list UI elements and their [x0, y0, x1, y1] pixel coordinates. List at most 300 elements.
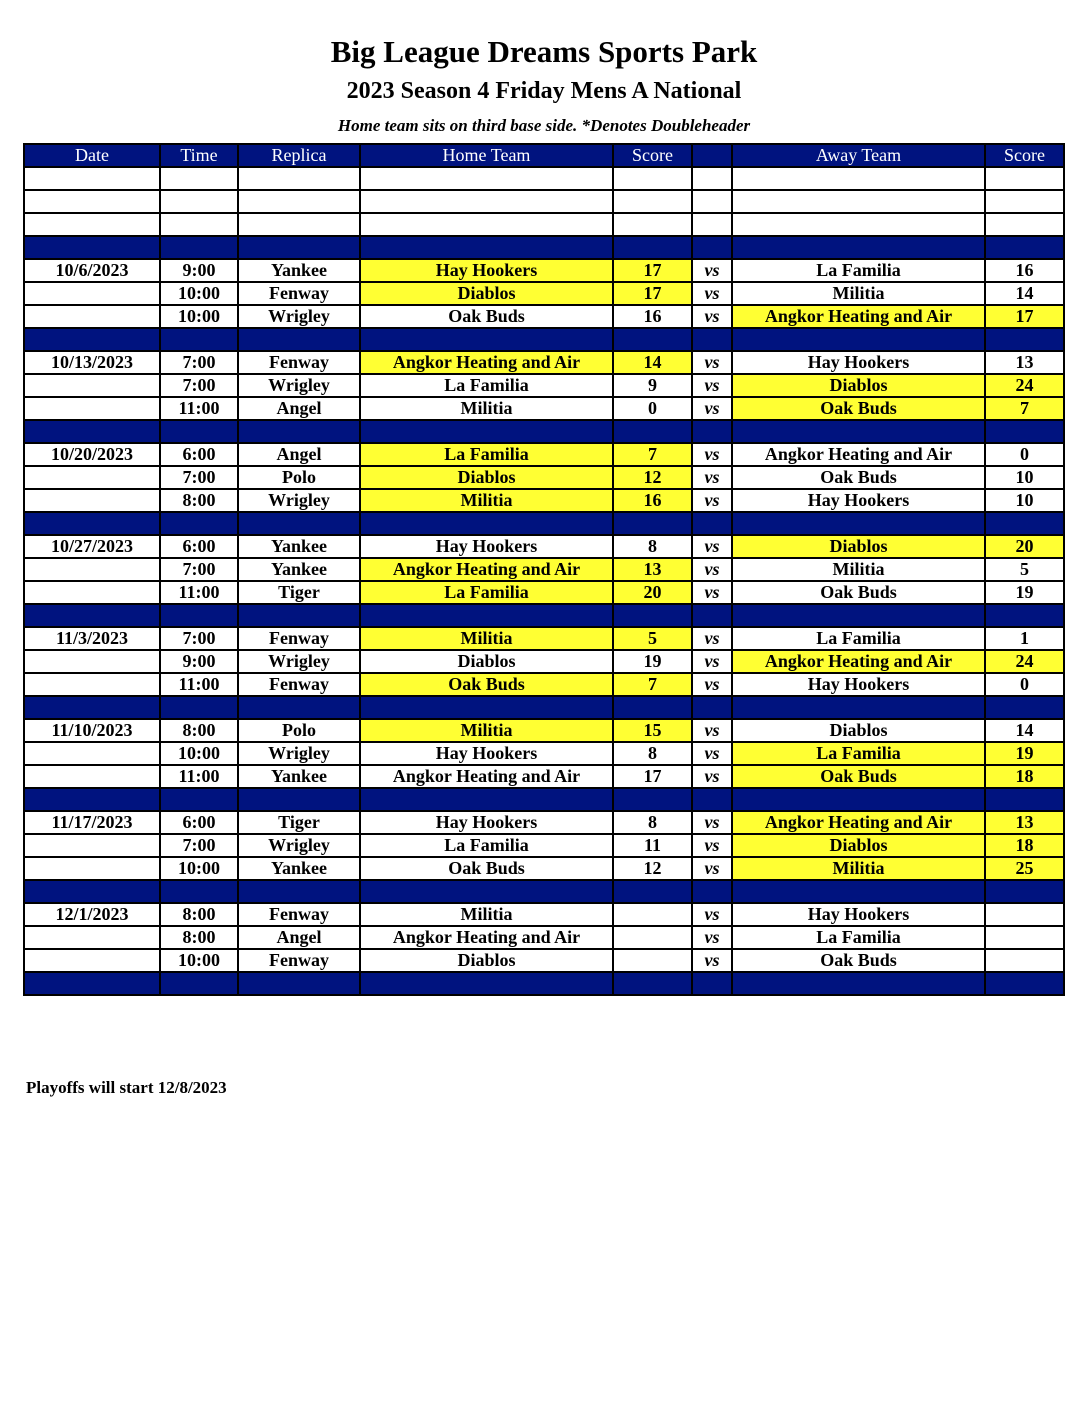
- game-row: [24, 903, 1064, 926]
- cell-home-team: Militia: [360, 903, 613, 926]
- season-subtitle: 2023 Season 4 Friday Mens A National: [346, 78, 742, 104]
- cell-date: [24, 880, 160, 903]
- cell-home-team: [360, 696, 613, 719]
- cell-replica: Angel: [238, 926, 360, 949]
- cell-vs: vs: [692, 742, 732, 765]
- cell-replica: Yankee: [238, 259, 360, 282]
- cell-away-team: [732, 420, 985, 443]
- cell-home-score: [613, 167, 692, 190]
- separator-row: [24, 696, 1064, 719]
- cell-home-score: 8: [613, 535, 692, 558]
- cell-home-score: [613, 420, 692, 443]
- cell-vs: vs: [692, 443, 732, 466]
- cell-away-team: Diablos: [732, 719, 985, 742]
- cell-vs: vs: [692, 374, 732, 397]
- cell-away-team: [732, 328, 985, 351]
- game-row: [24, 650, 1064, 673]
- cell-home-team: Diablos: [360, 650, 613, 673]
- cell-date: [24, 650, 160, 673]
- cell-away-team: [732, 236, 985, 259]
- cell-away-team: La Familia: [732, 742, 985, 765]
- cell-vs: vs: [692, 673, 732, 696]
- blank-row: [24, 167, 1064, 190]
- cell-home-score: 11: [613, 834, 692, 857]
- cell-replica: [238, 880, 360, 903]
- blank-row: [24, 213, 1064, 236]
- game-row: [24, 535, 1064, 558]
- cell-away-score: 18: [985, 834, 1064, 857]
- cell-home-score: 7: [613, 443, 692, 466]
- col-header-time: Time: [160, 144, 238, 167]
- cell-vs: [692, 880, 732, 903]
- cell-date: 11/3/2023: [24, 627, 160, 650]
- cell-date: 10/27/2023: [24, 535, 160, 558]
- cell-home-team: La Familia: [360, 581, 613, 604]
- cell-away-team: Hay Hookers: [732, 351, 985, 374]
- cell-date: [24, 857, 160, 880]
- cell-vs: vs: [692, 926, 732, 949]
- cell-away-team: Angkor Heating and Air: [732, 811, 985, 834]
- cell-home-team: Militia: [360, 397, 613, 420]
- cell-time: 7:00: [160, 466, 238, 489]
- game-row: [24, 627, 1064, 650]
- cell-date: [24, 328, 160, 351]
- cell-home-score: 5: [613, 627, 692, 650]
- cell-away-score: [985, 236, 1064, 259]
- cell-vs: vs: [692, 650, 732, 673]
- game-row: [24, 305, 1064, 328]
- game-row: [24, 834, 1064, 857]
- page-title: Big League Dreams Sports Park: [330, 34, 758, 69]
- cell-away-score: 10: [985, 466, 1064, 489]
- cell-vs: vs: [692, 489, 732, 512]
- cell-away-team: Oak Buds: [732, 765, 985, 788]
- cell-home-score: 12: [613, 466, 692, 489]
- cell-away-team: Angkor Heating and Air: [732, 305, 985, 328]
- cell-home-score: [613, 880, 692, 903]
- col-header-vs: [692, 144, 732, 167]
- cell-replica: Tiger: [238, 581, 360, 604]
- game-row: [24, 765, 1064, 788]
- game-row: [24, 489, 1064, 512]
- cell-home-score: [613, 236, 692, 259]
- separator-row: [24, 236, 1064, 259]
- cell-away-score: [985, 880, 1064, 903]
- cell-away-team: Angkor Heating and Air: [732, 443, 985, 466]
- cell-vs: vs: [692, 627, 732, 650]
- playoffs-note: Playoffs will start 12/8/2023: [26, 1078, 227, 1097]
- cell-home-team: Angkor Heating and Air: [360, 351, 613, 374]
- game-row: [24, 397, 1064, 420]
- cell-away-score: [985, 213, 1064, 236]
- cell-home-team: [360, 420, 613, 443]
- game-row: [24, 719, 1064, 742]
- cell-away-team: [732, 604, 985, 627]
- cell-away-score: 19: [985, 581, 1064, 604]
- cell-home-team: Diablos: [360, 466, 613, 489]
- cell-vs: [692, 512, 732, 535]
- cell-home-team: La Familia: [360, 834, 613, 857]
- col-header-away-score: Score: [985, 144, 1064, 167]
- cell-date: [24, 788, 160, 811]
- cell-time: [160, 190, 238, 213]
- cell-date: [24, 420, 160, 443]
- cell-time: [160, 328, 238, 351]
- cell-away-score: 25: [985, 857, 1064, 880]
- cell-home-team: [360, 512, 613, 535]
- cell-replica: [238, 213, 360, 236]
- cell-time: 7:00: [160, 558, 238, 581]
- cell-away-score: 19: [985, 742, 1064, 765]
- cell-away-score: 0: [985, 443, 1064, 466]
- cell-vs: vs: [692, 282, 732, 305]
- cell-home-team: Militia: [360, 489, 613, 512]
- cell-home-team: Hay Hookers: [360, 742, 613, 765]
- separator-row: [24, 880, 1064, 903]
- cell-vs: [692, 604, 732, 627]
- cell-away-team: [732, 972, 985, 995]
- cell-home-score: 13: [613, 558, 692, 581]
- cell-replica: Wrigley: [238, 834, 360, 857]
- cell-home-score: 16: [613, 305, 692, 328]
- game-row: [24, 926, 1064, 949]
- cell-home-score: [613, 926, 692, 949]
- cell-home-score: 8: [613, 742, 692, 765]
- cell-home-team: [360, 788, 613, 811]
- blank-row: [24, 190, 1064, 213]
- cell-away-score: [985, 167, 1064, 190]
- cell-home-score: 14: [613, 351, 692, 374]
- cell-home-team: [360, 213, 613, 236]
- cell-away-score: [985, 328, 1064, 351]
- col-header-replica: Replica: [238, 144, 360, 167]
- cell-replica: Fenway: [238, 282, 360, 305]
- cell-replica: Polo: [238, 719, 360, 742]
- game-row: [24, 466, 1064, 489]
- cell-home-score: 9: [613, 374, 692, 397]
- game-row: [24, 282, 1064, 305]
- cell-away-team: [732, 190, 985, 213]
- cell-vs: vs: [692, 581, 732, 604]
- cell-date: [24, 972, 160, 995]
- cell-time: 10:00: [160, 857, 238, 880]
- cell-time: 8:00: [160, 489, 238, 512]
- game-row: [24, 581, 1064, 604]
- separator-row: [24, 512, 1064, 535]
- cell-date: 10/13/2023: [24, 351, 160, 374]
- cell-home-score: [613, 328, 692, 351]
- cell-vs: vs: [692, 765, 732, 788]
- cell-vs: vs: [692, 305, 732, 328]
- cell-home-team: Angkor Heating and Air: [360, 558, 613, 581]
- cell-home-team: Hay Hookers: [360, 535, 613, 558]
- cell-away-score: 10: [985, 489, 1064, 512]
- separator-row: [24, 788, 1064, 811]
- cell-home-score: [613, 604, 692, 627]
- separator-row: [24, 420, 1064, 443]
- cell-away-score: [985, 604, 1064, 627]
- separator-row: [24, 604, 1064, 627]
- cell-replica: Wrigley: [238, 742, 360, 765]
- cell-home-score: 16: [613, 489, 692, 512]
- cell-home-score: [613, 949, 692, 972]
- cell-away-team: Militia: [732, 282, 985, 305]
- cell-away-score: [985, 972, 1064, 995]
- cell-replica: [238, 972, 360, 995]
- cell-away-score: [985, 696, 1064, 719]
- cell-replica: Yankee: [238, 535, 360, 558]
- cell-home-score: 17: [613, 765, 692, 788]
- cell-replica: Wrigley: [238, 305, 360, 328]
- cell-away-team: [732, 167, 985, 190]
- cell-replica: Angel: [238, 397, 360, 420]
- cell-time: 7:00: [160, 351, 238, 374]
- cell-away-score: 14: [985, 719, 1064, 742]
- cell-away-score: 1: [985, 627, 1064, 650]
- cell-away-score: 14: [985, 282, 1064, 305]
- game-row: [24, 443, 1064, 466]
- cell-away-score: 13: [985, 351, 1064, 374]
- cell-vs: vs: [692, 903, 732, 926]
- cell-vs: vs: [692, 466, 732, 489]
- cell-home-score: 19: [613, 650, 692, 673]
- cell-away-team: Oak Buds: [732, 466, 985, 489]
- header-row: [24, 144, 1064, 167]
- cell-date: [24, 696, 160, 719]
- cell-away-score: 18: [985, 765, 1064, 788]
- cell-home-team: Oak Buds: [360, 673, 613, 696]
- cell-time: 10:00: [160, 282, 238, 305]
- cell-vs: [692, 328, 732, 351]
- separator-row: [24, 972, 1064, 995]
- cell-replica: Fenway: [238, 627, 360, 650]
- cell-home-score: 0: [613, 397, 692, 420]
- cell-replica: [238, 696, 360, 719]
- cell-replica: Tiger: [238, 811, 360, 834]
- cell-date: 12/1/2023: [24, 903, 160, 926]
- cell-away-score: 0: [985, 673, 1064, 696]
- cell-time: 9:00: [160, 259, 238, 282]
- cell-home-score: 8: [613, 811, 692, 834]
- cell-time: 6:00: [160, 443, 238, 466]
- cell-away-score: [985, 788, 1064, 811]
- cell-replica: Fenway: [238, 673, 360, 696]
- cell-away-score: 24: [985, 374, 1064, 397]
- cell-replica: Yankee: [238, 558, 360, 581]
- cell-time: 10:00: [160, 742, 238, 765]
- cell-date: 11/10/2023: [24, 719, 160, 742]
- cell-home-score: [613, 903, 692, 926]
- cell-vs: [692, 972, 732, 995]
- cell-home-team: [360, 604, 613, 627]
- cell-date: [24, 190, 160, 213]
- cell-away-score: [985, 949, 1064, 972]
- cell-home-score: 20: [613, 581, 692, 604]
- cell-date: [24, 305, 160, 328]
- cell-time: 7:00: [160, 834, 238, 857]
- cell-away-score: [985, 190, 1064, 213]
- cell-vs: vs: [692, 535, 732, 558]
- cell-replica: [238, 788, 360, 811]
- cell-time: [160, 604, 238, 627]
- cell-away-score: 20: [985, 535, 1064, 558]
- cell-vs: vs: [692, 259, 732, 282]
- cell-vs: [692, 236, 732, 259]
- cell-away-team: Militia: [732, 857, 985, 880]
- cell-time: 11:00: [160, 673, 238, 696]
- cell-away-team: Hay Hookers: [732, 673, 985, 696]
- cell-home-team: Angkor Heating and Air: [360, 765, 613, 788]
- game-row: [24, 949, 1064, 972]
- cell-time: [160, 512, 238, 535]
- cell-time: 8:00: [160, 719, 238, 742]
- cell-away-score: 16: [985, 259, 1064, 282]
- cell-vs: vs: [692, 397, 732, 420]
- cell-home-team: Hay Hookers: [360, 811, 613, 834]
- cell-away-team: [732, 788, 985, 811]
- cell-home-score: [613, 972, 692, 995]
- cell-vs: vs: [692, 857, 732, 880]
- game-row: [24, 857, 1064, 880]
- cell-away-team: La Familia: [732, 627, 985, 650]
- cell-replica: [238, 167, 360, 190]
- cell-home-team: Angkor Heating and Air: [360, 926, 613, 949]
- schedule-note: Home team sits on third base side. *Denotes Doubleheader: [337, 116, 751, 135]
- cell-date: 10/20/2023: [24, 443, 160, 466]
- cell-time: [160, 696, 238, 719]
- cell-time: 8:00: [160, 903, 238, 926]
- cell-time: [160, 236, 238, 259]
- cell-date: [24, 213, 160, 236]
- cell-away-team: Hay Hookers: [732, 489, 985, 512]
- cell-away-score: 5: [985, 558, 1064, 581]
- cell-time: [160, 788, 238, 811]
- cell-home-score: 7: [613, 673, 692, 696]
- cell-home-score: 17: [613, 259, 692, 282]
- game-row: [24, 374, 1064, 397]
- cell-away-score: [985, 512, 1064, 535]
- cell-time: [160, 420, 238, 443]
- cell-date: [24, 397, 160, 420]
- cell-date: 10/6/2023: [24, 259, 160, 282]
- separator-row: [24, 328, 1064, 351]
- cell-time: 11:00: [160, 765, 238, 788]
- cell-home-team: Militia: [360, 719, 613, 742]
- cell-home-team: [360, 236, 613, 259]
- cell-away-team: [732, 880, 985, 903]
- cell-away-team: Oak Buds: [732, 581, 985, 604]
- cell-vs: vs: [692, 949, 732, 972]
- cell-replica: Polo: [238, 466, 360, 489]
- cell-replica: Yankee: [238, 765, 360, 788]
- cell-away-team: La Familia: [732, 259, 985, 282]
- cell-date: [24, 236, 160, 259]
- cell-time: [160, 880, 238, 903]
- cell-date: [24, 673, 160, 696]
- cell-time: [160, 213, 238, 236]
- cell-home-team: Oak Buds: [360, 857, 613, 880]
- cell-date: [24, 834, 160, 857]
- cell-vs: vs: [692, 811, 732, 834]
- cell-time: 6:00: [160, 535, 238, 558]
- cell-date: [24, 558, 160, 581]
- cell-date: [24, 466, 160, 489]
- cell-replica: [238, 604, 360, 627]
- cell-date: [24, 581, 160, 604]
- cell-away-team: Oak Buds: [732, 949, 985, 972]
- cell-vs: vs: [692, 719, 732, 742]
- cell-away-team: Diablos: [732, 834, 985, 857]
- cell-home-team: Militia: [360, 627, 613, 650]
- cell-home-score: [613, 213, 692, 236]
- cell-away-team: Angkor Heating and Air: [732, 650, 985, 673]
- cell-date: [24, 765, 160, 788]
- cell-replica: Fenway: [238, 351, 360, 374]
- col-header-date: Date: [24, 144, 160, 167]
- cell-time: 10:00: [160, 305, 238, 328]
- cell-time: 7:00: [160, 627, 238, 650]
- cell-away-score: [985, 926, 1064, 949]
- cell-home-score: [613, 190, 692, 213]
- cell-away-team: Oak Buds: [732, 397, 985, 420]
- game-row: [24, 742, 1064, 765]
- cell-vs: vs: [692, 834, 732, 857]
- cell-away-score: [985, 903, 1064, 926]
- cell-away-score: [985, 420, 1064, 443]
- cell-vs: [692, 167, 732, 190]
- cell-date: [24, 374, 160, 397]
- cell-replica: Wrigley: [238, 374, 360, 397]
- cell-home-score: 12: [613, 857, 692, 880]
- cell-vs: vs: [692, 558, 732, 581]
- cell-home-team: [360, 880, 613, 903]
- cell-date: [24, 604, 160, 627]
- cell-replica: Fenway: [238, 949, 360, 972]
- schedule-table: [23, 143, 1065, 996]
- cell-home-score: 15: [613, 719, 692, 742]
- cell-away-team: [732, 696, 985, 719]
- cell-replica: Fenway: [238, 903, 360, 926]
- cell-date: [24, 742, 160, 765]
- cell-home-team: Diablos: [360, 949, 613, 972]
- cell-home-score: [613, 512, 692, 535]
- cell-replica: [238, 512, 360, 535]
- cell-date: [24, 282, 160, 305]
- cell-replica: [238, 420, 360, 443]
- cell-time: 11:00: [160, 397, 238, 420]
- cell-date: [24, 167, 160, 190]
- cell-home-team: La Familia: [360, 443, 613, 466]
- cell-date: [24, 512, 160, 535]
- cell-away-score: 17: [985, 305, 1064, 328]
- cell-replica: [238, 190, 360, 213]
- game-row: [24, 259, 1064, 282]
- cell-home-team: [360, 972, 613, 995]
- cell-away-team: [732, 512, 985, 535]
- cell-replica: Yankee: [238, 857, 360, 880]
- cell-time: [160, 972, 238, 995]
- cell-vs: [692, 190, 732, 213]
- cell-replica: [238, 236, 360, 259]
- cell-away-team: La Familia: [732, 926, 985, 949]
- game-row: [24, 811, 1064, 834]
- col-header-away-team: Away Team: [732, 144, 985, 167]
- cell-home-team: Hay Hookers: [360, 259, 613, 282]
- cell-vs: [692, 213, 732, 236]
- cell-replica: Angel: [238, 443, 360, 466]
- cell-home-score: 17: [613, 282, 692, 305]
- cell-home-team: La Familia: [360, 374, 613, 397]
